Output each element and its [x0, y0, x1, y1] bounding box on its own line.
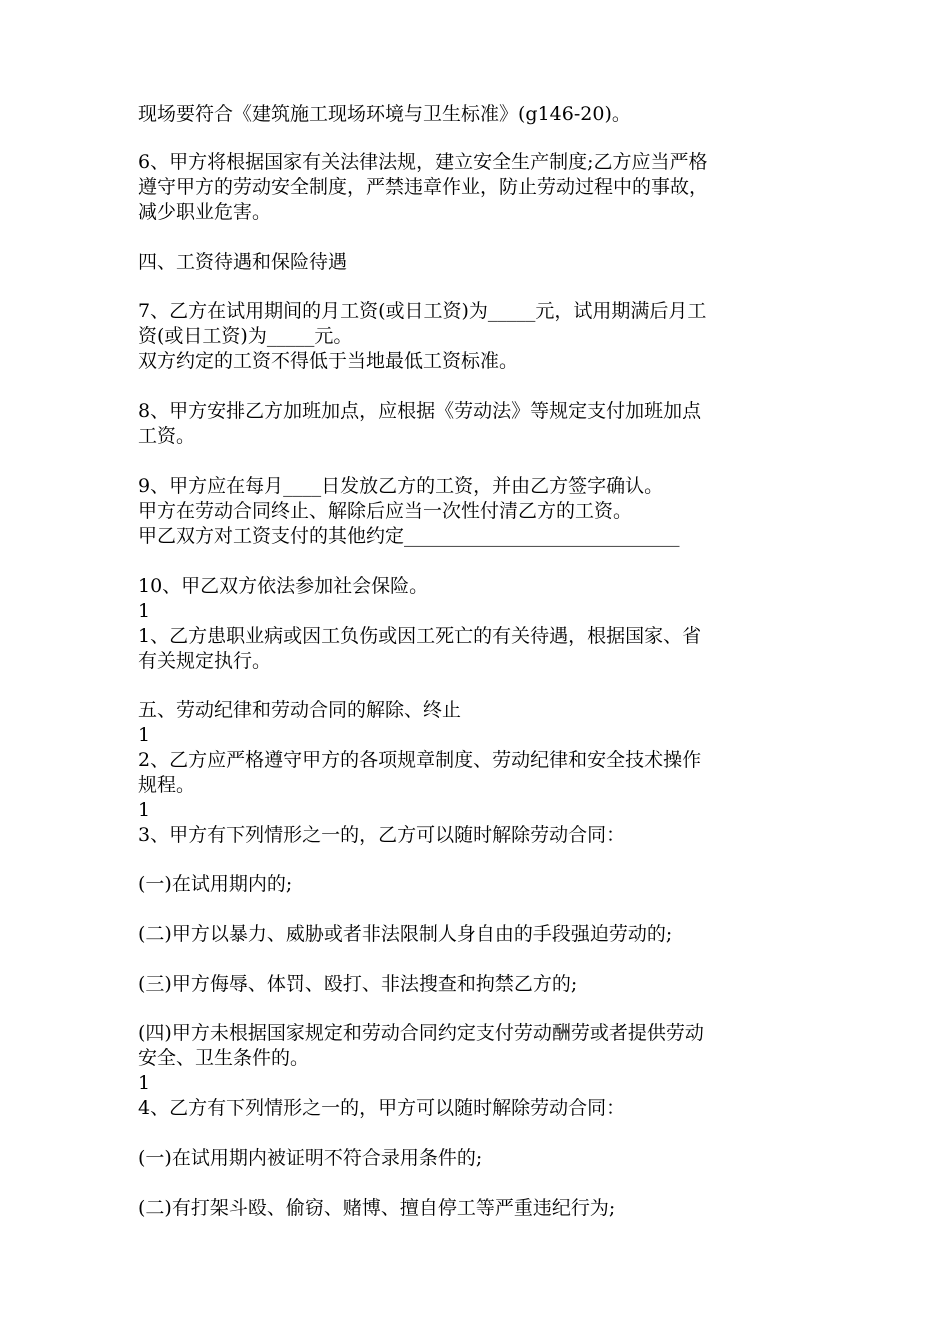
text-line: (二)有打架斗殴、偷窃、赌博、擅自停工等严重违纪行为;	[138, 1197, 616, 1219]
text-line: (三)甲方侮辱、体罚、殴打、非法搜查和拘禁乙方的;	[138, 973, 578, 995]
text-line: 9、甲方应在每月____日发放乙方的工资，并由乙方签字确认。	[138, 475, 664, 497]
text-line: 有关规定执行。	[138, 650, 272, 672]
text-line: 7、乙方在试用期间的月工资(或日工资)为_____元，试用期满后月工	[138, 300, 707, 322]
text-line: 规程。	[138, 774, 196, 796]
text-line: 资(或日工资)为_____元。	[138, 325, 353, 347]
text-line: 工资。	[138, 425, 196, 447]
text-line: (一)在试用期内被证明不符合录用条件的;	[138, 1147, 483, 1169]
text-line: 现场要符合《建筑施工现场环境与卫生标准》(g146-20)。	[138, 103, 631, 125]
text-line: 1	[138, 1072, 151, 1094]
text-line: (二)甲方以暴力、威胁或者非法限制人身自由的手段强迫劳动的;	[138, 923, 673, 945]
text-line: 6、甲方将根据国家有关法律法规，建立安全生产制度;乙方应当严格	[138, 151, 708, 173]
text-line: 1、乙方患职业病或因工负伤或因工死亡的有关待遇，根据国家、省	[138, 625, 702, 647]
text-line: 8、甲方安排乙方加班加点，应根据《劳动法》等规定支付加班加点	[138, 400, 702, 422]
text-line: 2、乙方应严格遵守甲方的各项规章制度、劳动纪律和安全技术操作	[138, 749, 702, 771]
text-line: 遵守甲方的劳动安全制度，严禁违章作业，防止劳动过程中的事故，	[138, 176, 709, 198]
text-line: (四)甲方未根据国家规定和劳动合同约定支付劳动酬劳或者提供劳动	[138, 1022, 704, 1044]
text-line: 甲方在劳动合同终止、解除后应当一次性付清乙方的工资。	[138, 500, 633, 522]
text-line: 4、乙方有下列情形之一的，甲方可以随时解除劳动合同：	[138, 1097, 626, 1119]
text-line: 双方约定的工资不得低于当地最低工资标准。	[138, 350, 519, 372]
text-line: 10、甲乙双方依法参加社会保险。	[138, 575, 429, 597]
text-line: 1	[138, 600, 151, 622]
text-line: 甲乙双方对工资支付的其他约定_____________________________	[138, 525, 680, 547]
section-heading: 四、工资待遇和保险待遇	[138, 251, 348, 273]
text-line: 1	[138, 724, 151, 746]
section-heading: 五、劳动纪律和劳动合同的解除、终止	[138, 699, 462, 721]
text-line: 减少职业危害。	[138, 201, 272, 223]
text-line: (一)在试用期内的;	[138, 873, 293, 895]
text-line: 安全、卫生条件的。	[138, 1047, 310, 1069]
text-line: 3、甲方有下列情形之一的，乙方可以随时解除劳动合同：	[138, 824, 626, 846]
text-line: 1	[138, 799, 151, 821]
